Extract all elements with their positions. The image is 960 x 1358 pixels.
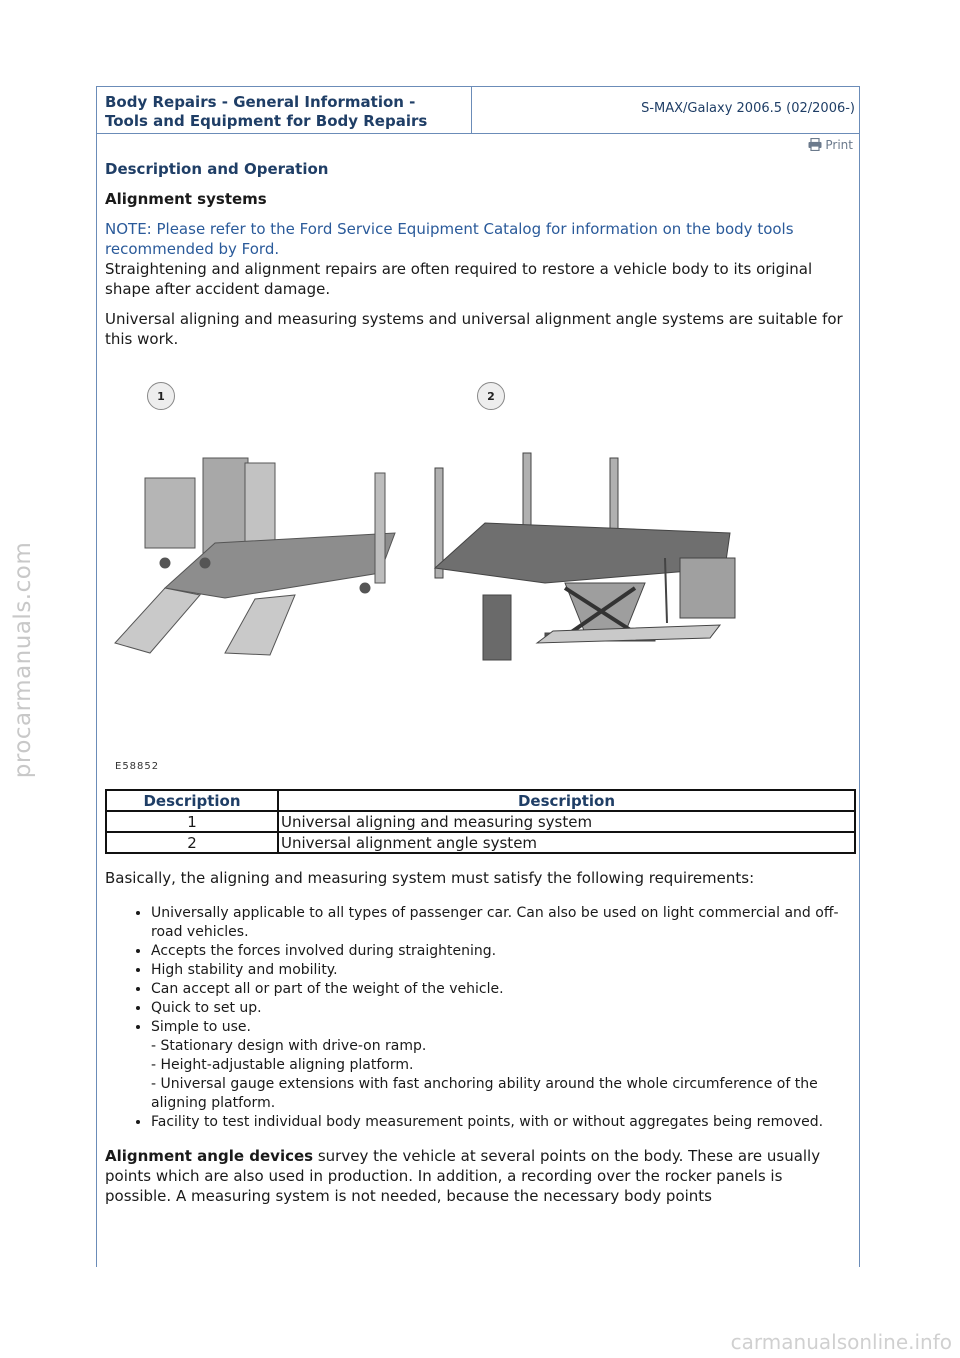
subsection-title: Alignment systems <box>105 190 267 208</box>
list-item <box>151 1018 851 1113</box>
table-cell-text: Universal aligning and measuring system <box>278 811 855 832</box>
section-title: Description and Operation <box>105 160 329 178</box>
printer-icon <box>808 138 822 151</box>
requirements-intro: Basically, the aligning and measuring system must satisfy the following requirements: <box>105 869 755 887</box>
print-link[interactable] <box>97 134 859 158</box>
sub-requirements-list <box>151 1037 851 1113</box>
figure-code: E58852 <box>115 761 160 772</box>
table-row <box>106 811 855 832</box>
paragraph-1: Straightening and alignment repairs are often required to restore a vehicle body to its original shape after accident damage. <box>105 260 813 298</box>
equipment-figure <box>105 363 851 783</box>
document-content <box>97 160 859 1206</box>
list-item: • Can accept all or part of the weight of the vehicle. <box>151 980 851 999</box>
paragraph-2: Universal aligning and measuring systems and universal alignment angle systems are suitable for this work. <box>105 310 843 348</box>
closing-text: survey the vehicle at several points on the body. These are usually points which are also used in production. In addition, a recording over the rocker panels is possible. A measuring system is not needed, because the necessary body points <box>105 1147 821 1205</box>
side-watermark <box>8 541 38 779</box>
header-model: S-MAX/Galaxy 2006.5 (02/2006-) <box>641 101 855 116</box>
list-item: • Accepts the forces involved during straightening. <box>151 942 851 961</box>
table-row <box>106 832 855 853</box>
header-title-line1: Body Repairs - General Information - <box>105 93 416 111</box>
header-title-line2: Tools and Equipment for Body Repairs <box>105 112 428 130</box>
table-header-row <box>106 790 855 811</box>
closing-bold-term: Alignment angle devices <box>105 1147 314 1165</box>
document-header <box>97 87 859 134</box>
table-header-cell: Description <box>278 790 855 811</box>
closing-paragraph <box>105 1146 851 1206</box>
list-item: • Universally applicable to all types of passenger car. Can also be used on light commercial and off-road vehicles. <box>151 904 851 942</box>
callout-2: 2 <box>477 382 505 410</box>
bottom-watermark: carmanualsonline.info <box>730 1330 952 1354</box>
side-watermark-text: procarmanuals.com <box>10 541 36 779</box>
list-item: • Facility to test individual body measurement points, with or without aggregates being removed. <box>151 1113 851 1132</box>
table-header-cell: Description <box>106 790 278 811</box>
table-cell-text: Universal alignment angle system <box>278 832 855 853</box>
list-item: • High stability and mobility. <box>151 961 851 980</box>
callout-1: 1 <box>147 382 175 410</box>
sub-list-item: - Universal gauge extensions with fast anchoring ability around the whole circumference of the aligning platform. <box>151 1075 851 1113</box>
print-label: Print <box>825 138 853 152</box>
table-cell-number: 2 <box>106 832 278 853</box>
requirements-list <box>105 904 851 1132</box>
table-cell-number: 1 <box>106 811 278 832</box>
equipment-illustration <box>105 363 855 783</box>
header-title <box>97 87 472 133</box>
list-item-text: Simple to use. <box>151 1019 251 1035</box>
sub-list-item: - Height-adjustable aligning platform. <box>151 1056 851 1075</box>
note-text: NOTE: Please refer to the Ford Service Equipment Catalog for information on the body tools recommended by Ford. <box>105 220 794 258</box>
sub-list-item: - Stationary design with drive-on ramp. <box>151 1037 851 1056</box>
list-item: • Quick to set up. <box>151 999 851 1018</box>
description-table <box>105 789 856 854</box>
document-frame <box>96 86 860 1267</box>
